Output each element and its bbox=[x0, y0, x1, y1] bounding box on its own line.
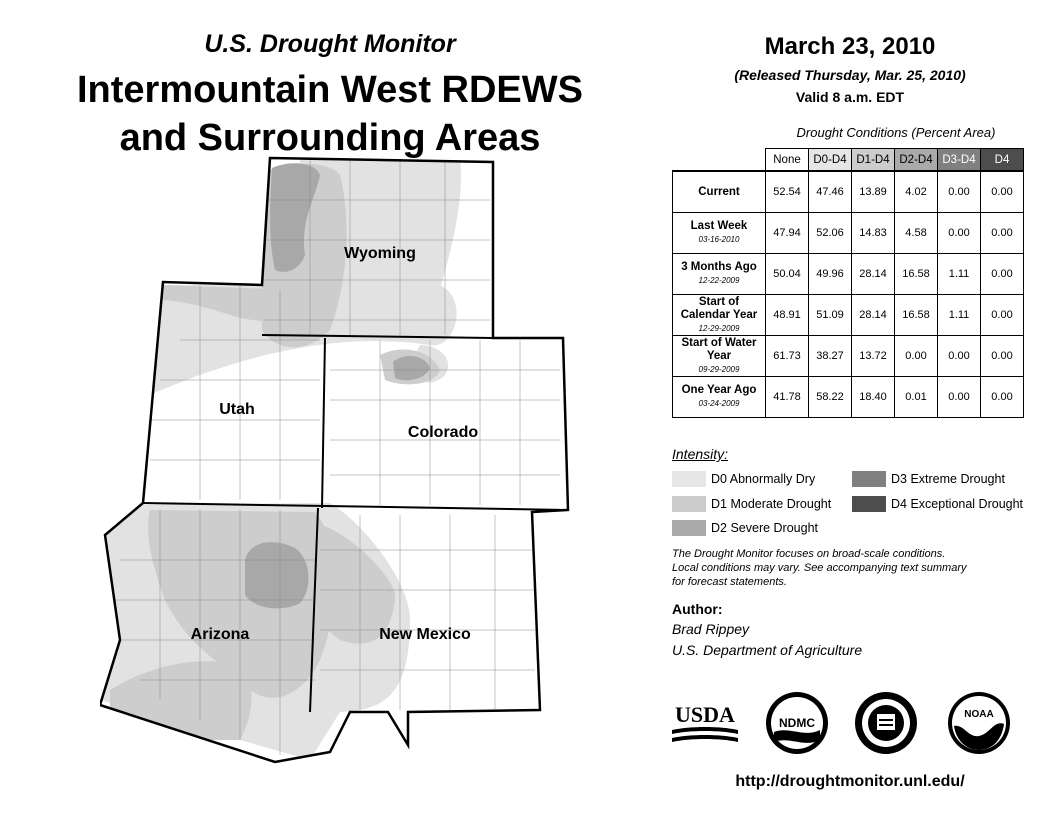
title-line-1: Intermountain West RDEWS bbox=[77, 69, 583, 111]
ndmc-logo bbox=[764, 690, 830, 756]
note-line: Local conditions may vary. See accompanying text summary bbox=[672, 562, 967, 574]
usda-logo-text: USDA bbox=[675, 702, 735, 727]
map-title bbox=[10, 66, 650, 162]
table-cell: 0.00 bbox=[981, 295, 1024, 336]
table-row bbox=[673, 171, 1024, 213]
table-cell: 14.83 bbox=[852, 213, 895, 254]
table-cell: 61.73 bbox=[766, 336, 809, 377]
table-cell: 1.11 bbox=[938, 295, 981, 336]
col-header: None bbox=[766, 149, 809, 172]
table-cell: 0.00 bbox=[981, 254, 1024, 295]
table-row bbox=[673, 213, 1024, 254]
table-cell: 16.58 bbox=[895, 295, 938, 336]
title-line-2: and Surrounding Areas bbox=[119, 117, 541, 159]
row-label: One Year Ago 03-24-2009 bbox=[673, 377, 766, 418]
table-row bbox=[673, 254, 1024, 295]
table-cell: 52.54 bbox=[766, 171, 809, 213]
col-header: D3-D4 bbox=[938, 149, 981, 172]
table-row bbox=[673, 336, 1024, 377]
release-date: (Released Thursday, Mar. 25, 2010) bbox=[734, 67, 966, 83]
note-line: for forecast statements. bbox=[672, 576, 787, 588]
table-cell: 51.09 bbox=[809, 295, 852, 336]
ndmc-logo-text: NDMC bbox=[779, 716, 815, 730]
row-label: 3 Months Ago 12-22-2009 bbox=[673, 254, 766, 295]
table-cell: 49.96 bbox=[809, 254, 852, 295]
state-label-utah: Utah bbox=[219, 401, 255, 418]
table-cell: 13.89 bbox=[852, 171, 895, 213]
table-cell: 28.14 bbox=[852, 254, 895, 295]
table-cell: 0.00 bbox=[938, 336, 981, 377]
state-label-wyoming: Wyoming bbox=[344, 245, 416, 262]
legend-title: Intensity: bbox=[672, 446, 729, 462]
table-cell: 38.27 bbox=[809, 336, 852, 377]
row-label: Last Week 03-16-2010 bbox=[673, 213, 766, 254]
legend-label-d4: D4 Exceptional Drought bbox=[891, 497, 1024, 511]
col-header: D0-D4 bbox=[809, 149, 852, 172]
legend-label-d3: D3 Extreme Drought bbox=[891, 472, 1005, 486]
note-line: The Drought Monitor focuses on broad-scale conditions. bbox=[672, 548, 946, 560]
table-row bbox=[673, 377, 1024, 418]
table-cell: 0.00 bbox=[981, 336, 1024, 377]
author-heading: Author: bbox=[672, 601, 723, 617]
table-row bbox=[673, 295, 1024, 336]
website-url[interactable]: http://droughtmonitor.unl.edu/ bbox=[735, 773, 965, 790]
row-label: Start of Water Year 09-29-2009 bbox=[673, 336, 766, 377]
table-cell: 47.94 bbox=[766, 213, 809, 254]
table-cell: 28.14 bbox=[852, 295, 895, 336]
valid-time: Valid 8 a.m. EDT bbox=[795, 89, 905, 105]
legend-label-d1: D1 Moderate Drought bbox=[711, 497, 832, 511]
table-cell: 0.00 bbox=[938, 213, 981, 254]
usda-logo bbox=[670, 700, 740, 750]
table-cell: 48.91 bbox=[766, 295, 809, 336]
state-label-arizona: Arizona bbox=[190, 626, 250, 643]
table-cell: 16.58 bbox=[895, 254, 938, 295]
table-cell: 47.46 bbox=[809, 171, 852, 213]
legend-swatch-d3 bbox=[852, 471, 886, 487]
table-cell: 0.00 bbox=[938, 377, 981, 418]
col-header: D4 bbox=[981, 149, 1024, 172]
legend-label-d0: D0 Abnormally Dry bbox=[711, 472, 816, 486]
author-name: Brad Rippey bbox=[672, 621, 750, 637]
table-cell: 50.04 bbox=[766, 254, 809, 295]
row-label: Start of Calendar Year 12-29-2009 bbox=[673, 295, 766, 336]
drought-conditions-table bbox=[672, 148, 1024, 418]
table-cell: 0.00 bbox=[938, 171, 981, 213]
legend-swatch-d1 bbox=[672, 496, 706, 512]
row-label: Current bbox=[673, 171, 766, 213]
table-cell: 1.11 bbox=[938, 254, 981, 295]
state-label-colorado: Colorado bbox=[407, 424, 479, 441]
legend-label-d2: D2 Severe Drought bbox=[711, 521, 819, 535]
table-caption: Drought Conditions (Percent Area) bbox=[796, 125, 996, 140]
col-header: D1-D4 bbox=[852, 149, 895, 172]
table-cell: 0.00 bbox=[895, 336, 938, 377]
legend-swatch-d2 bbox=[672, 520, 706, 536]
table-header-row bbox=[673, 149, 1024, 172]
table-cell: 0.00 bbox=[981, 171, 1024, 213]
noaa-logo bbox=[946, 690, 1012, 756]
col-header: D2-D4 bbox=[895, 149, 938, 172]
valid-date: March 23, 2010 bbox=[764, 33, 936, 60]
legend-swatch-d4 bbox=[852, 496, 886, 512]
table-cell: 18.40 bbox=[852, 377, 895, 418]
drought-map bbox=[100, 150, 580, 770]
state-label-new-mexico: New Mexico bbox=[379, 626, 471, 643]
legend-swatch-d0 bbox=[672, 471, 706, 487]
noaa-logo-text: NOAA bbox=[964, 709, 994, 720]
table-cell: 4.02 bbox=[895, 171, 938, 213]
table-cell: 0.01 bbox=[895, 377, 938, 418]
table-cell: 41.78 bbox=[766, 377, 809, 418]
author-org: U.S. Department of Agriculture bbox=[672, 642, 863, 658]
table-cell: 52.06 bbox=[809, 213, 852, 254]
table-corner bbox=[673, 149, 766, 172]
map-subtitle: U.S. Drought Monitor bbox=[204, 30, 456, 58]
table-cell: 0.00 bbox=[981, 213, 1024, 254]
commerce-seal bbox=[853, 690, 919, 756]
disclaimer-note bbox=[672, 547, 1022, 589]
table-cell: 0.00 bbox=[981, 377, 1024, 418]
table-cell: 4.58 bbox=[895, 213, 938, 254]
table-cell: 58.22 bbox=[809, 377, 852, 418]
table-cell: 13.72 bbox=[852, 336, 895, 377]
